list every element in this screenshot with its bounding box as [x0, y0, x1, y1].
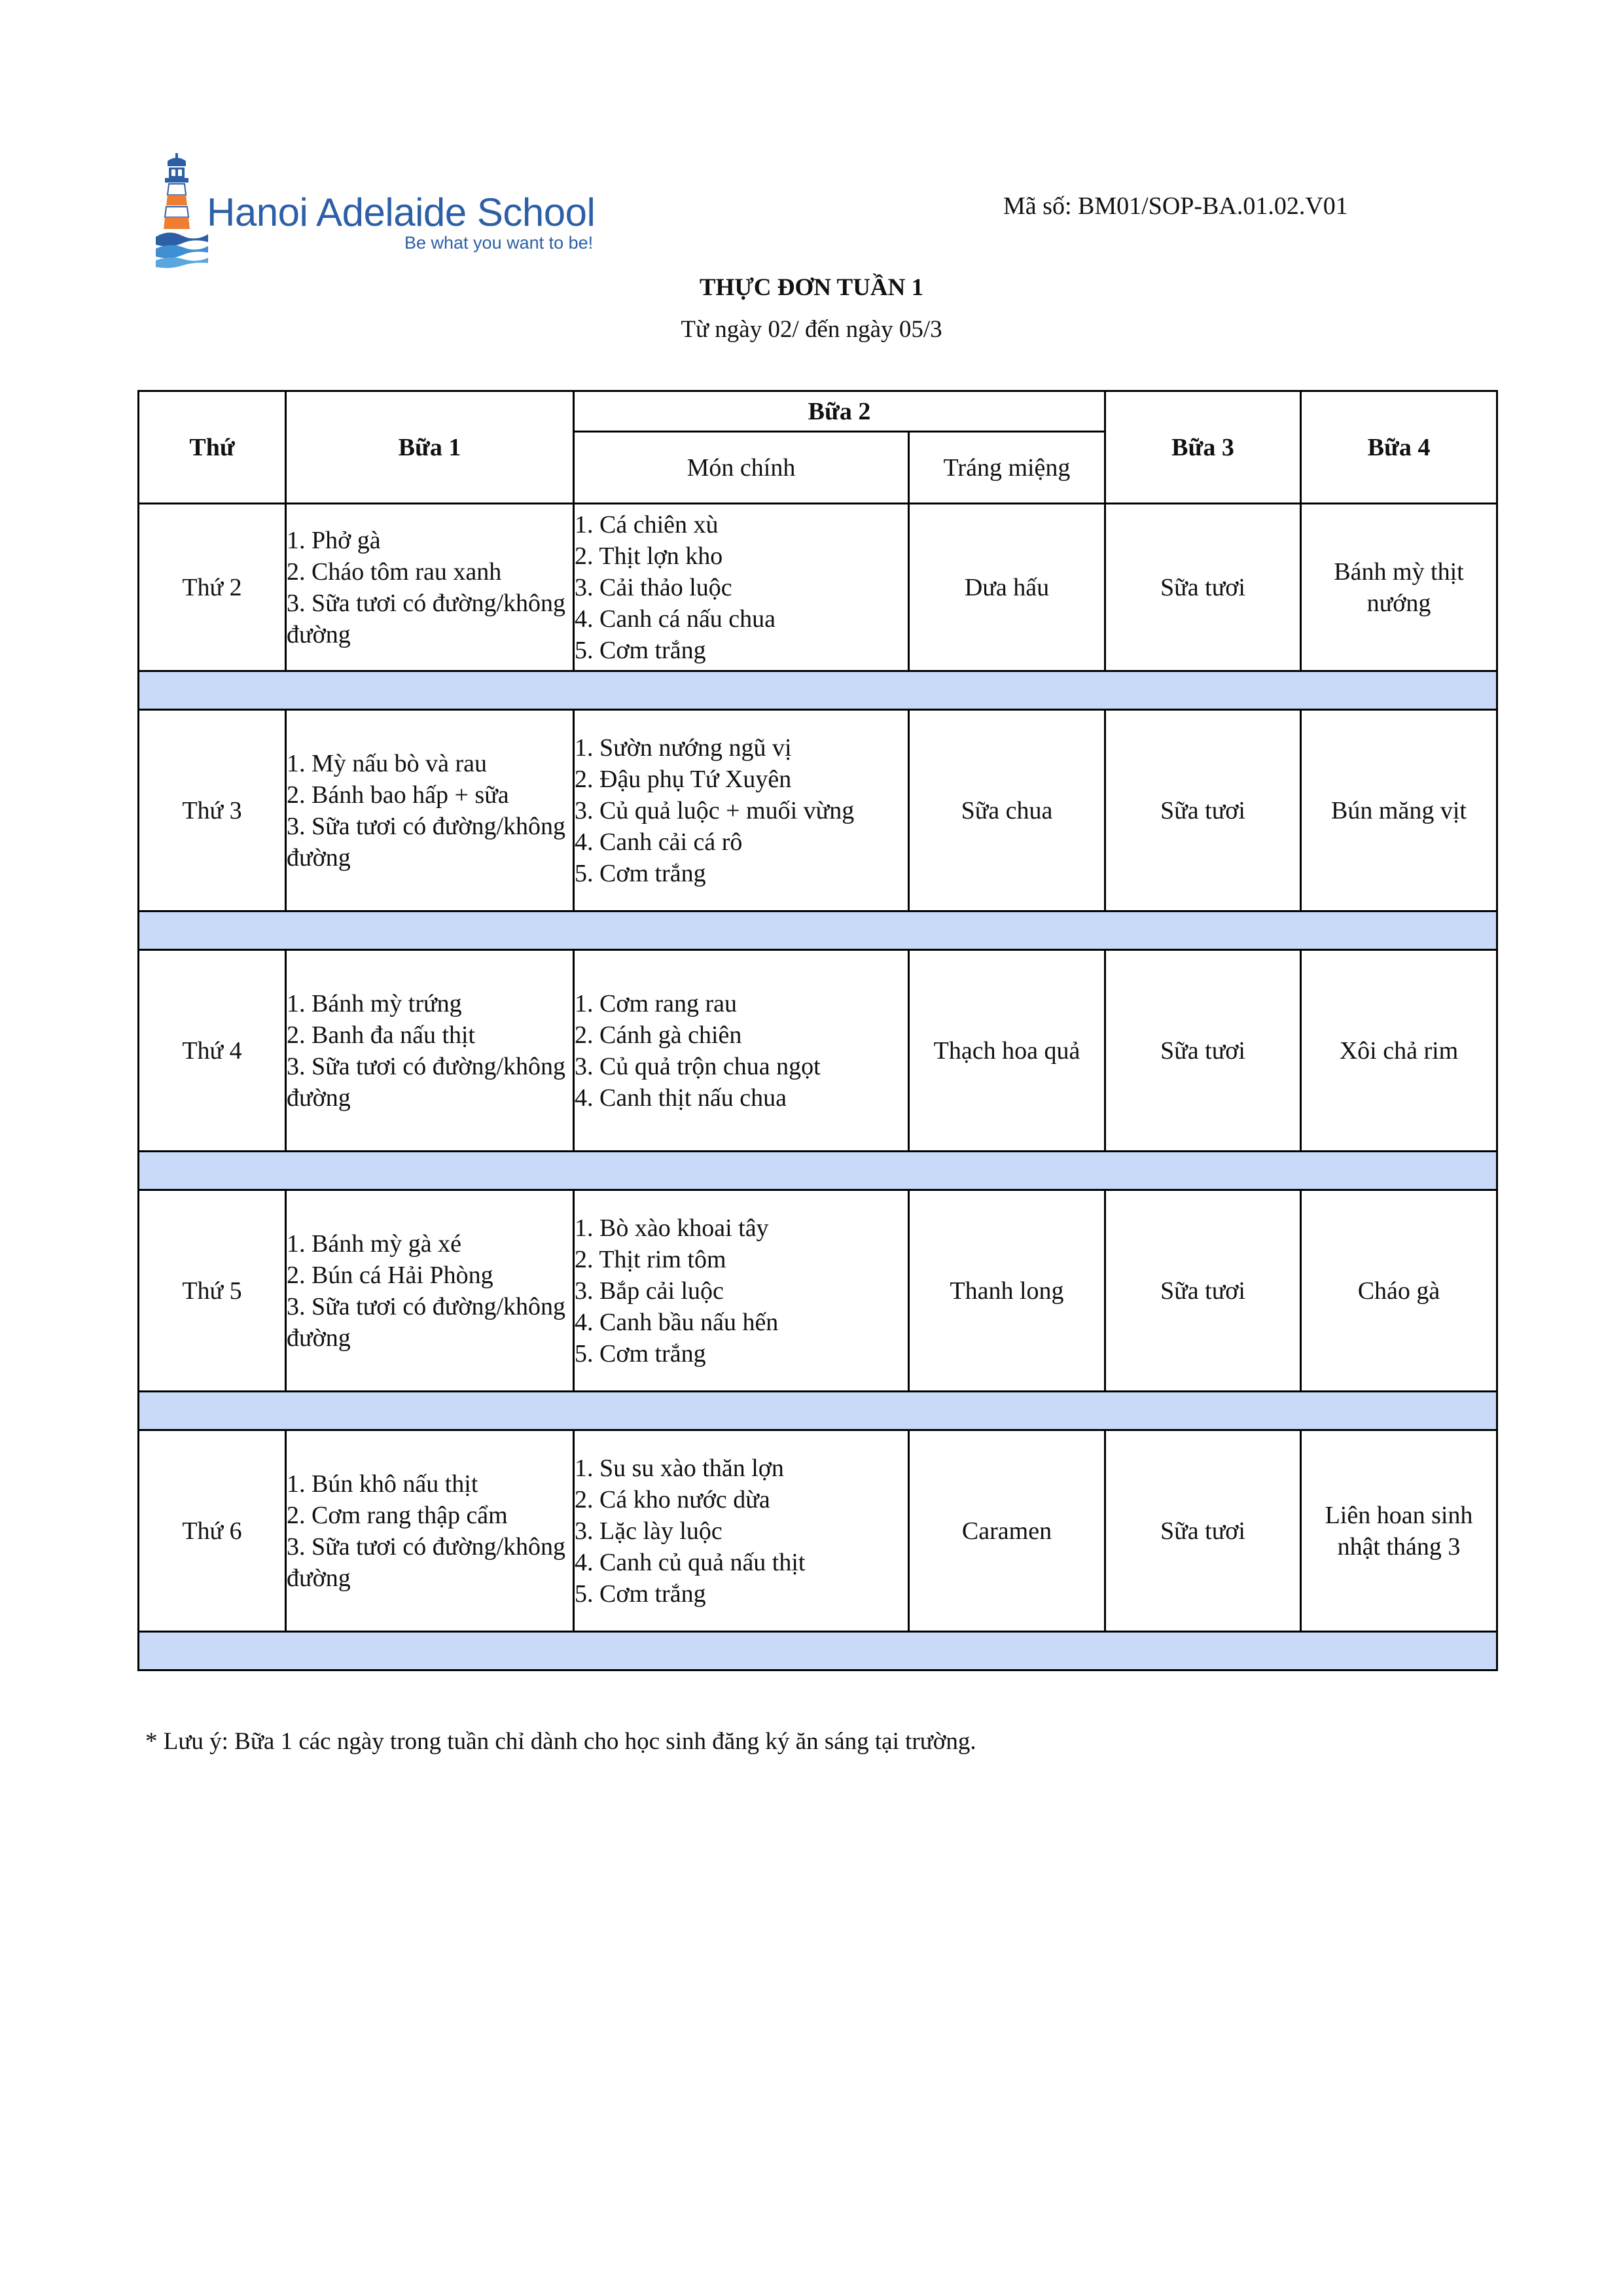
main-dish-item: 1. Cá chiên xù: [575, 510, 719, 539]
meal1-item: 2. Banh đa nấu thịt: [287, 1021, 476, 1049]
meal4-cell: Bún măng vịt: [1301, 710, 1497, 911]
separator-cell: [139, 1632, 1497, 1670]
day-cell: Thứ 6: [139, 1430, 286, 1632]
main-dish-item: 2. Thịt rim tôm: [575, 1245, 726, 1273]
meal3-cell: Sữa tươi: [1105, 950, 1301, 1152]
separator-cell: [139, 1152, 1497, 1190]
meal1-item: 2. Bún cá Hải Phòng: [287, 1261, 493, 1289]
dessert-cell: Thạch hoa quả: [909, 950, 1105, 1152]
header-meal2: Bữa 2: [574, 391, 1105, 432]
dessert-cell: Dưa hấu: [909, 504, 1105, 671]
main-dish-item: 3. Lặc lày luộc: [575, 1517, 722, 1545]
main-dish-item: 4. Canh thịt nấu chua: [575, 1084, 787, 1112]
menu-body: [139, 504, 1497, 1670]
day-cell: Thứ 5: [139, 1190, 286, 1392]
meal1-cell: [286, 710, 574, 911]
main-dish-item: 5. Cơm trắng: [575, 1580, 706, 1608]
meal1-item: 1. Bún khô nấu thịt: [287, 1470, 478, 1498]
meal3-cell: Sữa tươi: [1105, 504, 1301, 671]
meal4-cell: Cháo gà: [1301, 1190, 1497, 1392]
dessert-cell: Sữa chua: [909, 710, 1105, 911]
meal3-cell: Sữa tươi: [1105, 1430, 1301, 1632]
meal1-item: 3. Sữa tươi có đường/không đường: [287, 1532, 566, 1592]
lighthouse-waves-icon: [156, 152, 208, 270]
main-dish-item: 4. Canh cá nấu chua: [575, 605, 776, 633]
header-meal4: Bữa 4: [1301, 391, 1497, 504]
main-dish-item: 5. Cơm trắng: [575, 859, 706, 887]
main-dish-item: 3. Củ quả trộn chua ngọt: [575, 1052, 821, 1080]
meal4-cell: Xôi chả rim: [1301, 950, 1497, 1152]
main-dish-cell: [574, 1430, 909, 1632]
meal3-cell: Sữa tươi: [1105, 710, 1301, 911]
dessert-cell: Thanh long: [909, 1190, 1105, 1392]
meal1-item: 1. Bánh mỳ gà xé: [287, 1229, 462, 1258]
meal1-item: 3. Sữa tươi có đường/không đường: [287, 812, 566, 872]
logo-slogan: Be what you want to be!: [404, 233, 594, 253]
main-dish-item: 3. Củ quả luộc + muối vừng: [575, 796, 855, 824]
meal4-cell: Bánh mỳ thịt nướng: [1301, 504, 1497, 671]
day-cell: Thứ 3: [139, 710, 286, 911]
meal1-cell: [286, 504, 574, 671]
main-dish-cell: [574, 950, 909, 1152]
separator-cell: [139, 911, 1497, 950]
separator-cell: [139, 671, 1497, 710]
meal1-item: 2. Cháo tôm rau xanh: [287, 557, 502, 586]
meal1-cell: [286, 1430, 574, 1632]
meal1-item: 2. Bánh bao hấp + sữa: [287, 781, 509, 809]
meal1-item: 1. Phở gà: [287, 526, 381, 554]
page-subtitle: Từ ngày 02/ đến ngày 05/3: [681, 316, 942, 343]
meal1-item: 3. Sữa tươi có đường/không đường: [287, 1292, 566, 1352]
main-dish-cell: [574, 504, 909, 671]
header-meal1: Bữa 1: [286, 391, 574, 504]
meal1-item: 1. Mỳ nấu bò và rau: [287, 749, 488, 777]
table-row: [139, 1430, 1497, 1632]
page-title: THỰC ĐƠN TUẦN 1: [699, 274, 924, 301]
school-logo: [156, 152, 614, 270]
header-dessert: Tráng miệng: [909, 432, 1105, 504]
main-dish-item: 1. Bò xào khoai tây: [575, 1214, 769, 1242]
main-dish-item: 5. Cơm trắng: [575, 636, 706, 664]
main-dish-item: 2. Cánh gà chiên: [575, 1021, 742, 1049]
main-dish-item: 1. Sườn nướng ngũ vị: [575, 733, 792, 762]
table-row: [139, 710, 1497, 911]
header-day: Thứ: [139, 391, 286, 504]
main-dish-item: 1. Cơm rang rau: [575, 989, 738, 1017]
main-dish-item: 5. Cơm trắng: [575, 1339, 706, 1368]
separator-row: [139, 671, 1497, 710]
main-dish-item: 4. Canh củ quả nấu thịt: [575, 1548, 806, 1576]
meal3-cell: Sữa tươi: [1105, 1190, 1301, 1392]
logo-school-name: Hanoi Adelaide School: [207, 190, 596, 234]
main-dish-item: 2. Cá kho nước dừa: [575, 1485, 770, 1513]
table-row: [139, 950, 1497, 1152]
day-cell: Thứ 4: [139, 950, 286, 1152]
main-dish-cell: [574, 1190, 909, 1392]
main-dish-item: 1. Su su xào thăn lợn: [575, 1454, 784, 1482]
main-dish-item: 2. Đậu phụ Tứ Xuyên: [575, 765, 792, 793]
main-dish-item: 3. Bắp cải luộc: [575, 1277, 724, 1305]
main-dish-cell: [574, 710, 909, 911]
meal4-cell: Liên hoan sinh nhật tháng 3: [1301, 1430, 1497, 1632]
meal1-item: 2. Cơm rang thập cẩm: [287, 1501, 508, 1529]
meal1-item: 3. Sữa tươi có đường/không đường: [287, 589, 566, 648]
table-row: [139, 1190, 1497, 1392]
separator-row: [139, 911, 1497, 950]
main-dish-item: 3. Cải thảo luộc: [575, 573, 732, 601]
table-row: [139, 504, 1497, 671]
dessert-cell: Caramen: [909, 1430, 1105, 1632]
meal1-cell: [286, 950, 574, 1152]
main-dish-item: 4. Canh bầu nấu hến: [575, 1308, 779, 1336]
separator-row: [139, 1392, 1497, 1430]
menu-table: [137, 390, 1498, 1671]
meal1-cell: [286, 1190, 574, 1392]
header-meal3: Bữa 3: [1105, 391, 1301, 504]
form-code: Mã số: BM01/SOP-BA.01.02.V01: [1003, 192, 1348, 220]
separator-row: [139, 1632, 1497, 1670]
main-dish-item: 2. Thịt lợn kho: [575, 542, 723, 570]
main-dish-item: 4. Canh cải cá rô: [575, 828, 743, 856]
separator-cell: [139, 1392, 1497, 1430]
day-cell: Thứ 2: [139, 504, 286, 671]
separator-row: [139, 1152, 1497, 1190]
footnote: * Lưu ý: Bữa 1 các ngày trong tuần chỉ dành cho học sinh đăng ký ăn sáng tại trường.: [145, 1728, 976, 1755]
meal1-item: 1. Bánh mỳ trứng: [287, 989, 462, 1017]
meal1-item: 3. Sữa tươi có đường/không đường: [287, 1052, 566, 1112]
header-main-dish: Món chính: [574, 432, 909, 504]
